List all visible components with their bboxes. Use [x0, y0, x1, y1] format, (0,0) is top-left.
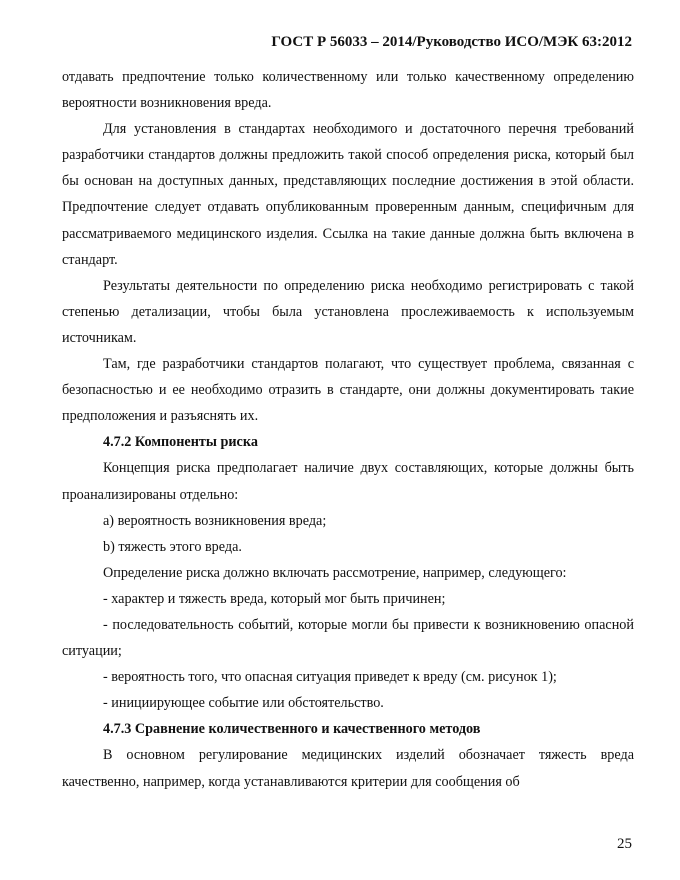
dash-item-harm-nature: - характер и тяжесть вреда, который мог быть причинен;: [103, 590, 446, 607]
dash-item-initiating-event: - инициирующее событие или обстоятельство.: [103, 695, 384, 712]
dash-item-event-sequence: - последовательность событий, которые могли бы привести к возникновению опасной ситуации;: [62, 616, 634, 660]
paragraph-risk-definition: Определение риска должно включать рассмотрение, например, следующего:: [103, 564, 567, 581]
section-heading-4-7-3: 4.7.3 Сравнение количественного и качественного методов: [103, 721, 481, 738]
paragraph-risk-concept: Концепция риска предполагает наличие двух составляющих, которые должны быть проанализированы отдельно:: [62, 460, 634, 503]
paragraph-assumptions: Там, где разработчики стандартов полагают, что существует проблема, связанная с безопасностью и ее необходимо отразить в стандарте, они должны документировать такие предположения и разъяснять их.: [62, 356, 634, 425]
paragraph-regulation: В основном регулирование медицинских изделий обозначает тяжесть вреда качественно, например, когда устанавливаются критерии для сообщения об: [62, 747, 634, 790]
list-item-b: b) тяжесть этого вреда.: [103, 538, 242, 555]
section-heading-4-7-2: 4.7.2 Компоненты риска: [103, 434, 258, 451]
document-body: [62, 64, 634, 795]
paragraph-requirements: Для установления в стандартах необходимого и достаточного перечня требований разработчики стандартов должны предложить такой способ определения риска, который был бы основан на доступных данных, представляющих последние достижения в этой области. Предпочтение следует отдавать опубликованным проверенным данным, специфичным для рассматриваемого медицинского изделия. Ссылка на такие данные должна быть включена в стандарт.: [62, 121, 634, 268]
paragraph-registration: Результаты деятельности по определению риска необходимо регистрировать с такой степенью детализации, чтобы была установлена прослеживаемость к используемым источникам.: [62, 277, 634, 346]
page-number: 25: [617, 836, 632, 852]
dash-item-probability: - вероятность того, что опасная ситуация приведет к вреду (см. рисунок 1);: [103, 669, 557, 686]
list-item-a: a) вероятность возникновения вреда;: [103, 512, 327, 529]
document-header: ГОСТ Р 56033 – 2014/Руководство ИСО/МЭК 63:2012: [271, 34, 632, 50]
paragraph-continuation: отдавать предпочтение только количественному или только качественному определению вероятности возникновения вреда.: [62, 69, 634, 112]
